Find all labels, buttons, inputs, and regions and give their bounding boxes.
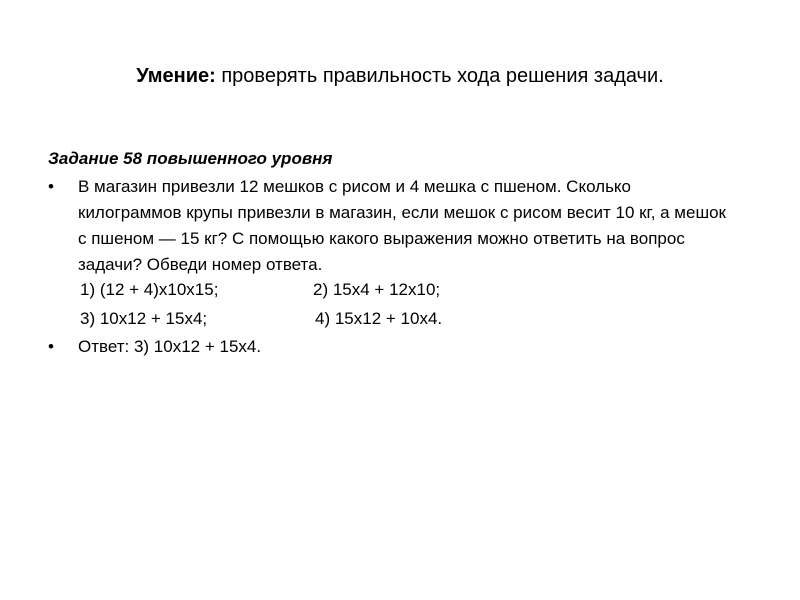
- answer-option-4: 4) 15х12 + 10х4.: [315, 309, 443, 328]
- problem-text: В магазин привезли 12 мешков с рисом и 4 мешка с пшеном. Сколько килограммов крупы привезли в магазин, если мешок с рисом весит 10 кг, а мешок с пшеном — 15 кг? С помощью какого выражения можно ответить на вопрос задачи? Обведи номер ответа.: [78, 177, 726, 274]
- answer-text: Ответ: 3) 10х12 + 15х4.: [78, 337, 262, 356]
- bullet-marker: •: [48, 337, 54, 356]
- title-label: Умение:: [136, 65, 216, 87]
- bullet-marker: •: [48, 177, 54, 196]
- answer-option-1: 1) (12 + 4)х10х15;: [80, 280, 219, 299]
- task-heading: Задание 58 повышенного уровня: [48, 149, 333, 168]
- title-text: проверять правильность хода решения задачи.: [215, 65, 664, 87]
- answer-option-2: 2) 15х4 + 12х10;: [313, 280, 441, 299]
- slide-title: [0, 62, 800, 90]
- answer-option-3: 3) 10х12 + 15х4;: [80, 309, 208, 328]
